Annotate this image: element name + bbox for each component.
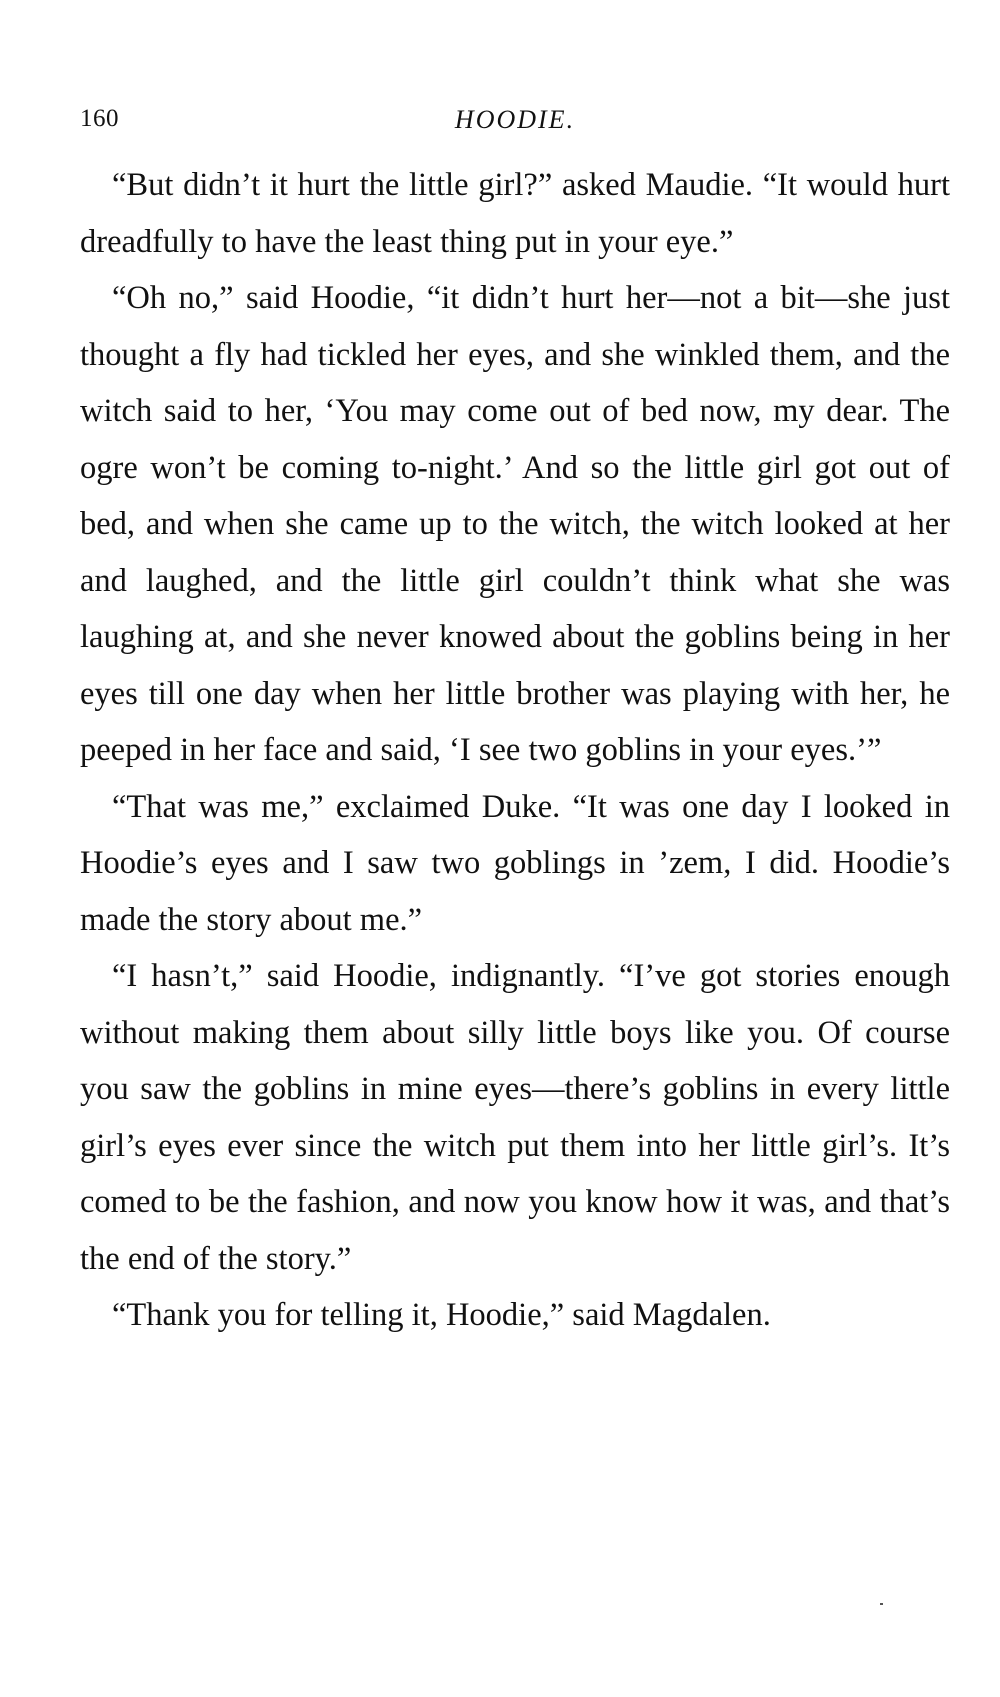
paragraph-5: “Thank you for telling it, Hoodie,” said Magdalen. bbox=[112, 1297, 771, 1333]
paragraph-1: “But didn’t it hurt the little girl?” asked Maudie. “It would hurt dreadfully to have the least thing put in your eye.” bbox=[80, 167, 950, 260]
text-body bbox=[80, 157, 950, 1344]
page-number: 160 bbox=[80, 105, 119, 132]
paragraph-3: “That was me,” exclaimed Duke. “It was one day I looked in Hoodie’s eyes and I saw two goblings in ’zem, I did. Hoodie’s made the story about me.” bbox=[80, 788, 950, 938]
paragraph-2: “Oh no,” said Hoodie, “it didn’t hurt her—not a bit—she just thought a fly had tickled her eyes, and she winkled them, and the witch said to her, ‘You may come out of bed now, my dear. The ogre won’t be coming to-night.’ And so the little girl got out of bed, and when she came up to the witch, the witch looked at her and laughed, and the little girl couldn’t think what she was laughing at, and she never knowed about the goblins being in her eyes till one day when her little brother was playing with her, he peeped in her face and said, ‘I see two goblins in your eyes.’” bbox=[80, 280, 950, 768]
paragraph-4: “I hasn’t,” said Hoodie, indignantly. “I’ve got stories enough without making them about silly little boys like you. Of course you saw the goblins in mine eyes—there’s goblins in every little girl’s eyes ever since the witch put them into her little girl’s. It’s comed to be the fashion, and now you know how it was, and that’s the end of the story.” bbox=[80, 958, 950, 1277]
running-title: HOODIE. bbox=[454, 105, 576, 134]
running-head bbox=[80, 105, 950, 145]
print-speck bbox=[880, 1603, 883, 1605]
